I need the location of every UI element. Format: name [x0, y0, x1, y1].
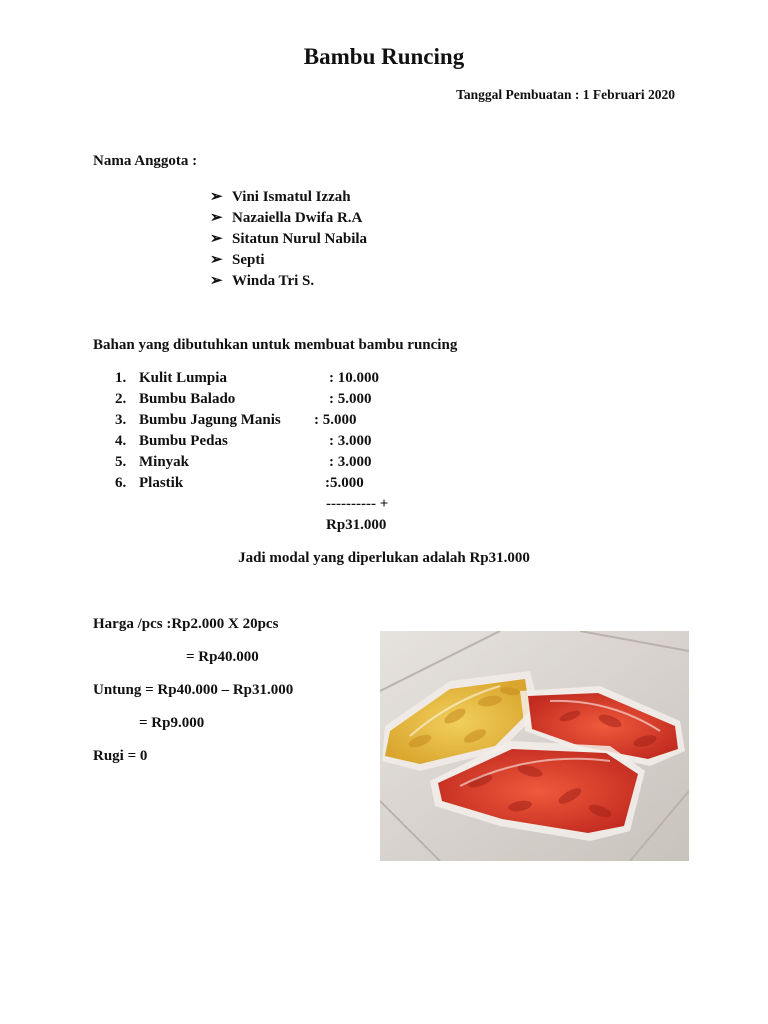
sum-line: ---------- + [326, 496, 389, 512]
member-name: Nazaiella Dwifa R.A [232, 210, 363, 226]
material-price: : 5.000 [314, 412, 357, 428]
profit-result: = Rp9.000 [139, 715, 205, 731]
material-number: 5. [115, 454, 127, 470]
arrow-bullet-icon: ➢ [210, 231, 223, 247]
page-title: Bambu Runcing [303, 44, 465, 69]
material-row [115, 412, 357, 429]
list-item [210, 271, 314, 290]
material-price: : 10.000 [329, 370, 379, 386]
total-cost: Rp31.000 [326, 517, 387, 533]
material-price: : 3.000 [329, 454, 372, 470]
member-name: Winda Tri S. [232, 273, 315, 289]
material-name: Bumbu Balado [139, 391, 236, 407]
arrow-bullet-icon: ➢ [210, 189, 223, 205]
capital-statement: Jadi modal yang diperlukan adalah Rp31.000 [238, 550, 530, 566]
material-row [115, 475, 364, 492]
price-result: = Rp40.000 [186, 649, 259, 665]
material-price: : 5.000 [329, 391, 372, 407]
arrow-bullet-icon: ➢ [210, 252, 223, 268]
material-name: Plastik [139, 475, 184, 491]
arrow-bullet-icon: ➢ [210, 210, 223, 226]
material-row [115, 370, 379, 387]
materials-heading: Bahan yang dibutuhkan untuk membuat bambu runcing [93, 337, 458, 353]
member-name: Septi [232, 252, 265, 268]
material-price: : 3.000 [329, 433, 372, 449]
material-number: 1. [115, 370, 127, 386]
list-item [210, 208, 362, 227]
members-heading: Nama Anggota : [93, 153, 198, 169]
material-number: 4. [115, 433, 127, 449]
list-item [210, 250, 265, 269]
product-photo [380, 631, 689, 861]
member-name: Vini Ismatul Izzah [232, 189, 351, 205]
price-per-piece: Harga /pcs :Rp2.000 X 20pcs [93, 616, 279, 632]
material-number: 6. [115, 475, 127, 491]
loss-line: Rugi = 0 [93, 748, 148, 764]
profit-line: Untung = Rp40.000 – Rp31.000 [93, 682, 294, 698]
member-name: Sitatun Nurul Nabila [232, 231, 368, 247]
material-number: 3. [115, 412, 127, 428]
material-name: Minyak [139, 454, 190, 470]
material-price: :5.000 [325, 475, 364, 491]
material-number: 2. [115, 391, 127, 407]
material-row [115, 391, 372, 408]
material-name: Bumbu Pedas [139, 433, 228, 449]
material-row [115, 433, 372, 450]
material-name: Bumbu Jagung Manis [139, 412, 281, 428]
list-item [210, 187, 351, 206]
creation-date: Tanggal Pembuatan : 1 Februari 2020 [456, 87, 675, 102]
list-item [210, 229, 367, 248]
material-name: Kulit Lumpia [139, 370, 227, 386]
material-row [115, 454, 372, 471]
arrow-bullet-icon: ➢ [210, 273, 223, 289]
